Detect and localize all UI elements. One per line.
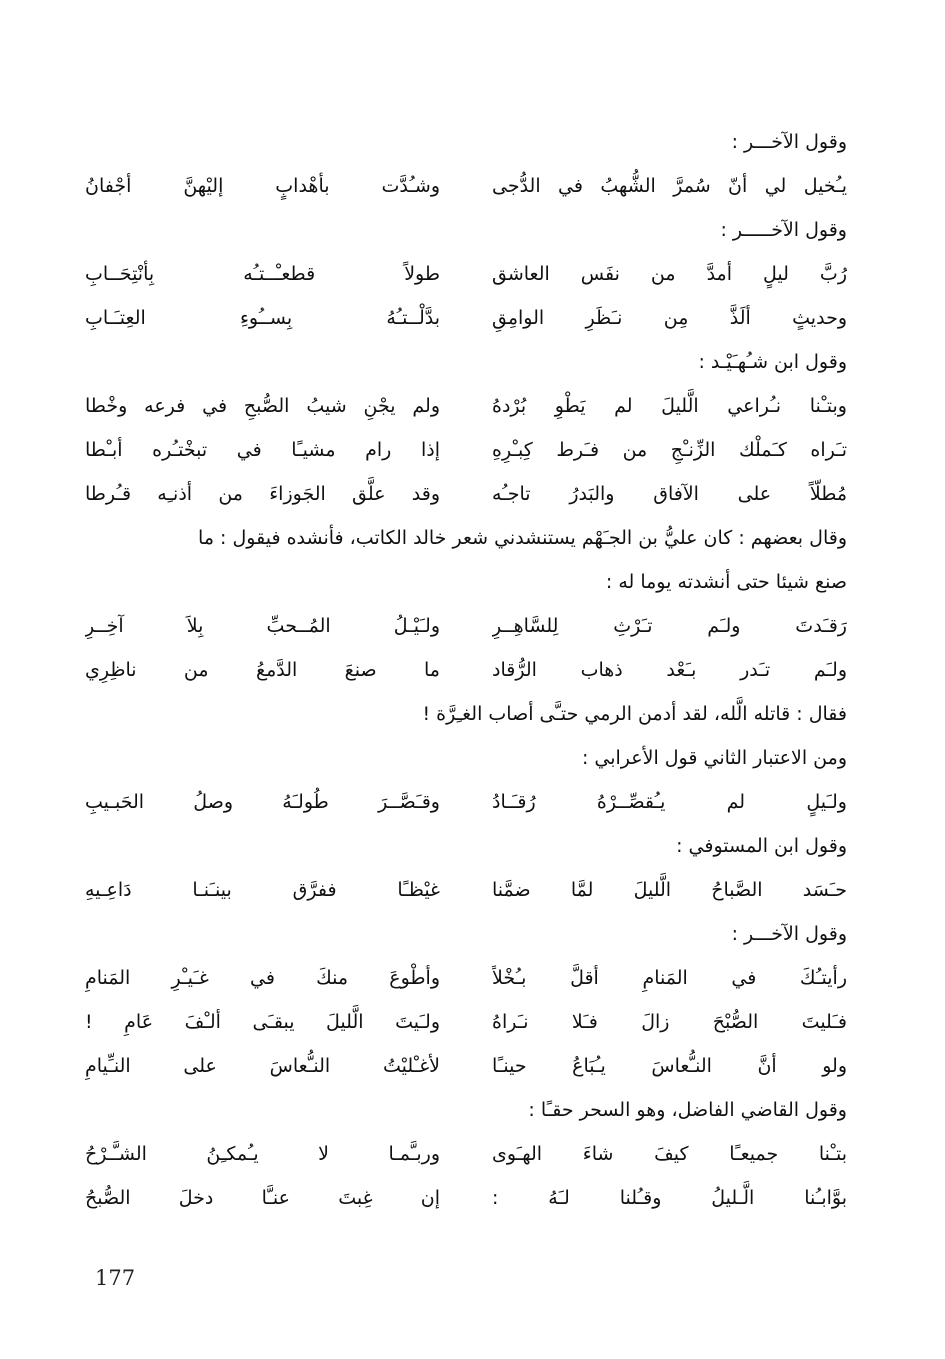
prose-line: صنع شيئا حتى أنشدته يوما له :: [605, 571, 847, 593]
verse-line: [85, 164, 847, 208]
heading-line: وقول الآخـــــر :: [720, 219, 847, 241]
verse-first-hemistich: ولـَيلٍ لم يـُقصِّــرْهُ رُقـَـادُ: [492, 791, 847, 813]
verse-line: [85, 428, 847, 472]
verse-first-hemistich: ولو أنَّ النـُّعاسَ يـُبَاعُ حينـًا: [492, 1055, 847, 1077]
verse-line: [85, 648, 847, 692]
heading-line: ومن الاعتبار الثاني قول الأعرابي :: [581, 747, 847, 769]
verse-line: [85, 384, 847, 428]
verse-second-hemistich: إذا رام مشيـًا في تبخْتـُره أبـْطا: [85, 439, 440, 461]
verse-first-hemistich: رُبَّ ليلٍ أمدَّ من نفَس العاشق: [492, 263, 847, 285]
heading-line: وقول ابن شـُهـَيْـد :: [698, 351, 847, 373]
verse-first-hemistich: رأيتـُكَ في المَنامِ أقلَّ بـُخْلاً: [492, 967, 847, 989]
verse-line: [85, 296, 847, 340]
verse-line: [85, 604, 847, 648]
heading-line: وقول الآخـــر :: [731, 131, 847, 153]
verse-first-hemistich: وبتـْنا نـُراعي الَّليلَ لم يَطْوِ بُرْدهُ: [492, 395, 847, 417]
verse-second-hemistich: ما صنعَ الدَّمعُ من ناظِرِي: [85, 659, 440, 681]
verse-line: [85, 780, 847, 824]
verse-line: [85, 252, 847, 296]
verse-second-hemistich: إن غِبتَ عنـَّا دخلَ الصُّبحُ: [85, 1187, 440, 1209]
verse-second-hemistich: وقد علَّق الجَوزاءَ من أذنـِه قـُرطا: [85, 483, 440, 505]
verse-line: [85, 472, 847, 516]
heading-line: وقول القاضي الفاضل، وهو السحر حقـًا :: [528, 1099, 847, 1121]
prose-line: وقال بعضهم : كان عليُّ بن الجـَهْم يستنشدني شعر خالد الكاتب، فأنشده فيقول : ما: [198, 527, 847, 549]
verse-first-hemistich: بوَّابـُنا الَّـليلُ وقـُلنا لـَهُ :: [492, 1187, 847, 1209]
verse-first-hemistich: ولـَم تـَدر بـَعْد ذهاب الرُّقاد: [492, 659, 847, 681]
verse-line: [85, 1000, 847, 1044]
verse-line: [85, 868, 847, 912]
verse-first-hemistich: يـُخيل لي أنّ سُمرَّ الشُّهبُ في الدُّجى: [492, 175, 847, 197]
verse-first-hemistich: فـَليتَ الصُّبْحَ زالَ فـَلا نـَراهُ: [492, 1011, 847, 1033]
verse-second-hemistich: ولـَيتَ الَّليلَ يبقـَى ألـْفَ عَامِ !: [85, 1011, 440, 1033]
page-number: 177: [95, 1266, 136, 1290]
verse-second-hemistich: ولم يجْنِ شيبُ الصُّبحِ في فرعه وخْطا: [85, 395, 440, 417]
verse-second-hemistich: غيْظـًا ففرَّق بينـَنـا دَاعِـيهِ: [85, 879, 440, 901]
verse-second-hemistich: طولاً قطعـْــتـُه بِأنْتِحَــابِ: [85, 263, 440, 285]
verse-first-hemistich: وحديثٍ ألَذَّ مِن نـَظَرِ الوامِقِ: [492, 307, 847, 329]
verse-first-hemistich: رَقـَدتَ ولـَم تـَرْثِ لِلسَّاهِــرِ: [492, 615, 847, 637]
heading-line: وقول ابن المستوفي :: [676, 835, 847, 857]
verse-first-hemistich: بتـْنا جميعـًا كيفَ شاءَ الهـَوى: [492, 1143, 847, 1165]
verse-line: [85, 1176, 847, 1220]
verse-first-hemistich: حـَسَد الصَّباحُ الَّليلَ لمَّا ضمَّنا: [492, 879, 847, 901]
verse-second-hemistich: لأغـْليْتُ النـُّعاسَ على النـِّيامِ: [85, 1055, 440, 1077]
verse-line: [85, 1044, 847, 1088]
verse-first-hemistich: تـَراه كـَملْك الزِّنـْجِ من فـَرط كِبـْرِهِ: [492, 439, 847, 461]
verse-line: [85, 1132, 847, 1176]
verse-second-hemistich: ولـَيْـلُ المُــحبِّ بِلاَ آخِــرِ: [85, 615, 440, 637]
prose-line: فقال : قاتله الَّله، لقد أدمن الرمي حتـَّى أصاب الغـِرَّة !: [422, 703, 847, 725]
verse-second-hemistich: وربـَّمـا لا يـُمكـِنُ الشـَّـرْحُ: [85, 1143, 440, 1165]
verse-first-hemistich: مُطلّاً على الآفاق والبَدرُ تاجـُه: [492, 483, 847, 505]
heading-line: وقول الآخـــر :: [731, 923, 847, 945]
page-body: [85, 120, 847, 1220]
verse-second-hemistich: وأطْوعَ منكَ في غـَيـْرِ المَنامِ: [85, 967, 440, 989]
verse-second-hemistich: وشـُدَّت بأهْدابٍ إليْهنَّ أجْفانُ: [85, 175, 440, 197]
verse-line: [85, 956, 847, 1000]
verse-second-hemistich: وقـَصَّــرَ طُولـَهُ وصلُ الحَبـيبِ: [85, 791, 440, 813]
verse-second-hemistich: بدَّلْــتـُهُ بِســُوءِ العِتـَـابِ: [85, 307, 440, 329]
